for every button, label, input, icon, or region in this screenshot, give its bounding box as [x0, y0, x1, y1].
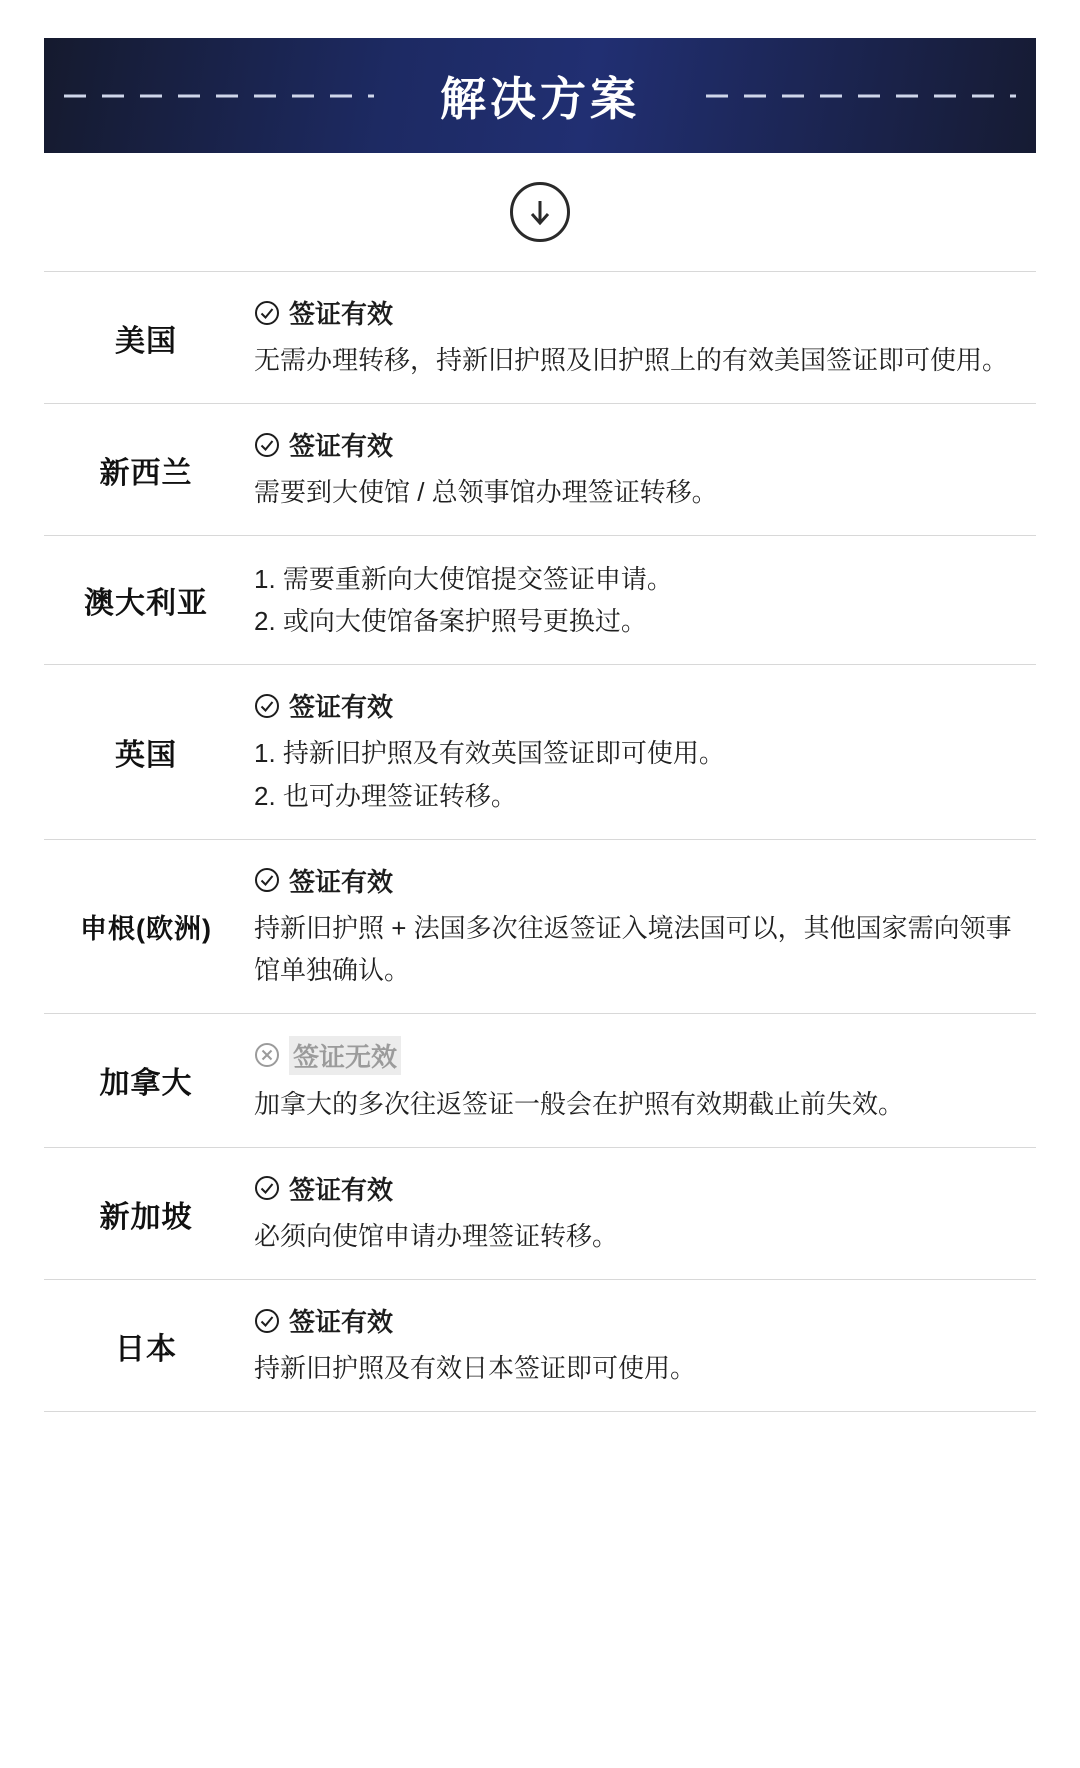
detail-line: 1. 持新旧护照及有效英国签证即可使用。 — [254, 738, 725, 769]
status-badge — [254, 1036, 1026, 1075]
table-row — [44, 271, 1036, 403]
country-label: 加拿大 — [99, 1067, 193, 1101]
detail-lines — [254, 907, 1026, 991]
country-label: 澳大利亚 — [84, 587, 208, 621]
country-label: 英国 — [115, 739, 177, 773]
status-text: 签证有效 — [289, 1174, 394, 1205]
country-label: 日本 — [115, 1332, 177, 1366]
status-text: 签证有效 — [289, 692, 394, 723]
row-content — [254, 1036, 1036, 1125]
table-row — [44, 664, 1036, 838]
detail-lines — [254, 471, 1026, 513]
dashed-rule-right — [706, 94, 1016, 97]
country-label: 新加坡 — [99, 1200, 193, 1234]
table-row — [44, 1147, 1036, 1279]
table-row — [44, 535, 1036, 664]
status-text: 签证有效 — [289, 1307, 394, 1338]
page-root — [0, 38, 1080, 1768]
detail-lines — [254, 732, 1026, 816]
header-banner — [44, 38, 1036, 153]
detail-line: 需要到大使馆 / 总领事馆办理签证转移。 — [254, 477, 718, 508]
status-badge — [254, 1170, 1026, 1207]
table-row — [44, 403, 1036, 535]
detail-line: 必须向使馆申请办理签证转移。 — [254, 1220, 619, 1251]
table-row — [44, 839, 1036, 1013]
cross-circle-icon — [254, 1042, 280, 1068]
row-content — [254, 687, 1036, 816]
row-content — [254, 862, 1036, 991]
status-badge — [254, 1302, 1026, 1339]
status-badge — [254, 294, 1026, 331]
check-circle-icon — [254, 1175, 280, 1201]
status-text: 签证有效 — [289, 431, 394, 462]
status-text: 签证无效 — [289, 1036, 401, 1075]
status-badge — [254, 687, 1026, 724]
detail-line: 1. 需要重新向大使馆提交签证申请。 — [254, 564, 673, 595]
country-label: 美国 — [115, 324, 177, 358]
detail-line: 加拿大的多次往返签证一般会在护照有效期截止前失效。 — [254, 1088, 905, 1119]
dashed-rule-left — [64, 94, 374, 97]
solutions-table — [44, 271, 1036, 1412]
detail-lines — [254, 1215, 1026, 1257]
status-badge — [254, 862, 1026, 899]
detail-lines — [254, 1083, 1026, 1125]
detail-line: 2. 也可办理签证转移。 — [254, 780, 517, 811]
country-label: 申根(欧洲) — [80, 913, 212, 944]
table-row — [44, 1279, 1036, 1412]
detail-line: 持新旧护照 + 法国多次往返签证入境法国可以，其他国家需向领事馆单独确认。 — [254, 912, 1012, 985]
row-content — [254, 1302, 1036, 1389]
page-title: 解决方案 — [440, 72, 640, 125]
check-circle-icon — [254, 1308, 280, 1334]
check-circle-icon — [254, 693, 280, 719]
row-content — [254, 294, 1036, 381]
check-circle-icon — [254, 867, 280, 893]
status-text: 签证有效 — [289, 866, 394, 897]
status-badge — [254, 426, 1026, 463]
detail-line: 无需办理转移，持新旧护照及旧护照上的有效美国签证即可使用。 — [254, 345, 1009, 375]
check-circle-icon — [254, 432, 280, 458]
status-text: 签证有效 — [289, 299, 394, 329]
row-content — [254, 558, 1036, 642]
table-row — [44, 1013, 1036, 1147]
detail-lines — [254, 1347, 1026, 1389]
country-label: 新西兰 — [99, 456, 193, 490]
check-circle-icon — [254, 300, 280, 326]
row-content — [254, 1170, 1036, 1257]
detail-lines — [254, 558, 1026, 642]
detail-lines — [254, 339, 1026, 381]
row-content — [254, 426, 1036, 513]
detail-line: 持新旧护照及有效日本签证即可使用。 — [254, 1353, 697, 1384]
detail-line: 2. 或向大使馆备案护照号更换过。 — [254, 606, 647, 637]
arrow-down-container — [44, 153, 1036, 271]
arrow-down-circle-icon — [510, 182, 570, 242]
